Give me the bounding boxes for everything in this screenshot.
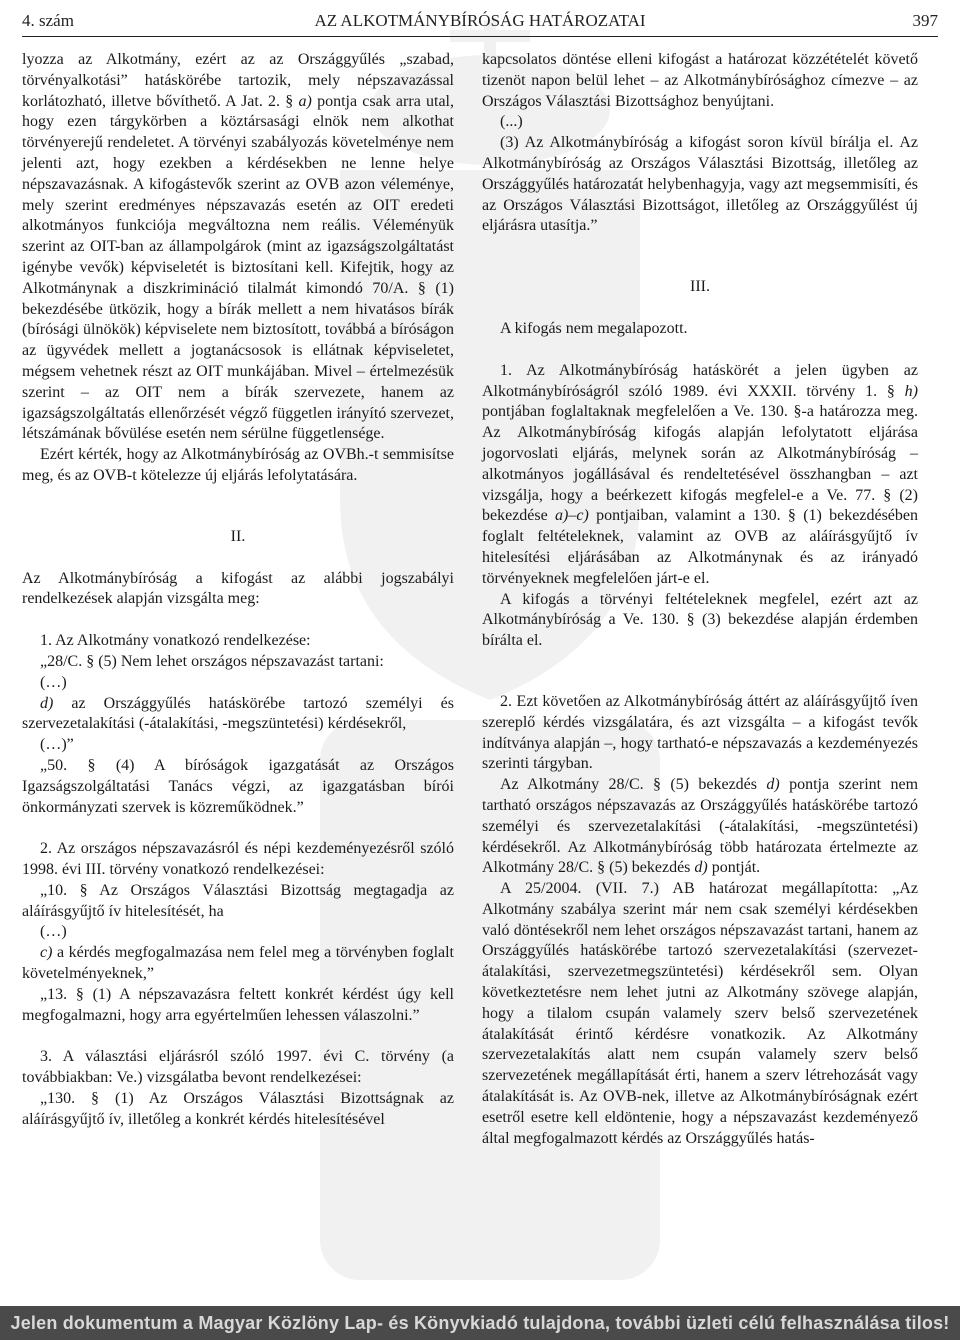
quote-line: „28/C. § (5) Nem lehet országos népszavazást tartani: [40,652,384,670]
paragraph: Ezért kérték, hogy az Alkotmánybíróság az OVBh.-t semmisítse meg, és az OVB-t kötelezze új eljárás lefolytatására. [22,446,454,484]
quote-line: „50. § (4) A bíróságok igazgatását az Országos Igazságszolgáltatási Tanács végzi, az igazgatásban bírói önkormányzati szervek is közreműködnek.” [22,756,454,816]
right-column [482,50,918,1149]
quote-line: „13. § (1) A népszavazásra feltett konkrét kérdést úgy kell megfogalmazni, hogy arra egyértelműen lehessen válaszolni.” [22,985,454,1024]
quote-line: d) az Országgyűlés hatáskörébe tartozó személyi és szervezetalakítási (-átalakítási, -megszüntetési) kérdésekről, [22,694,454,733]
paragraph: 3. A választási eljárásról szóló 1997. évi C. törvény (a továbbiakban: Ve.) vizsgálatba bevont rendelkezései: [22,1048,454,1087]
quote-line: „10. § Az Országos Választási Bizottság megtagadja az aláírásgyűjtő ív hitelesítését, ha [22,881,454,920]
quote-line: (…)” [40,736,74,754]
header-rule [22,36,938,37]
paragraph: A 25/2004. (VII. 7.) AB határozat megállapította: „Az Alkotmány szabálya szerint már nem csak személyi kérdésekben való döntésekről nem lehet országos népszavazást tartani, hanem az Országgyűlés hatáskörébe tartozó szervezetalakítási (szervezet-átalakítási, szervezetmegszüntetési) kérdésekről sem. Olyan következtetésre nem lehet jutni az Alkotmány szövege alapján, hogy a tilalom csupán valamely szerv belső szervezetének átalakítását érintő kérdésre vonatkozik. Az Alkotmány szervezetalakítás alatt nem csupán valamely szerv belső szervezetének megállapítását érti, hanem a szerv létrehozását vagy átalakítását is. Az OVB-nek, illetve az Alkotmánybíróságnak ezért esetről esetre kell eldöntenie, hogy a népszavazást kezdeményező által megfogalmazott kérdés az Országgyűlés hatás- [482,880,918,1147]
issue-number: 4. szám [22,11,74,30]
header-title: AZ ALKOTMÁNYBÍRÓSÁG HATÁROZATAI [314,11,646,30]
quote-line: (…) [40,923,67,941]
verdict: A kifogás nem megalapozott. [500,319,688,337]
paragraph: kapcsolatos döntése elleni kifogást a határozat közzétételét követő tizenöt napon belül lehet – az Alkotmánybírósághoz címezve – az Országos Választási Bizottsághoz benyújtani. [482,51,918,110]
paragraph: A kifogás a törvényi feltételeknek megfelel, ezért azt az Alkotmánybíróság a Ve. 130. § (3) bekezdése alapján érdemben bírálta el. [482,590,918,650]
paragraph: 2. Ezt követően az Alkotmánybíróság áttért az aláírásgyűjtő íven szereplő kérdés vizsgálatára, és azt vizsgálta – a kifogást tevők indítványa alapján –, hogy tartható-e népszavazás a kezdeményezés szerinti tárgyban. [482,692,918,773]
paragraph: 2. Az országos népszavazásról és népi kezdeményezésről szóló 1998. évi III. törvény vonatkozó rendelkezései: [22,840,454,879]
section-number: II. [230,527,246,545]
quote-line: „130. § (1) Az Országos Választási Bizottságnak az aláírásgyűjtő ív, illetőleg a konkrét kérdés hitelesítésével [22,1090,454,1128]
paragraph: Az Alkotmánybíróság a kifogást az alábbi jogszabályi rendelkezések alapján vizsgálta meg: [22,569,454,608]
section-number: III. [690,278,710,296]
paragraph: 1. Az Alkotmány vonatkozó rendelkezése: [40,632,311,650]
quote-line: (…) [40,673,67,691]
page-number: 397 [912,11,938,30]
paragraph: (3) Az Alkotmánybíróság a kifogást soron kívül bírálja el. Az Alkotmánybíróság az Országos Választási Bizottság, illetőleg az Országgyűlés határozatát helybenhagyja, vagy azt megsemmisíti, és az Országos Választási Bizottságot, illetőleg az Országgyűlést új eljárásra utasítja.” [482,134,918,235]
running-header [22,8,938,36]
copyright-footer [0,1306,960,1340]
paragraph: (...) [500,113,523,131]
paragraph: 1. Az Alkotmánybíróság hatáskörét a jelen ügyben az Alkotmánybíróságról szóló 1989. évi XXXII. törvény 1. § h) pontjában foglaltaknak megfelelően a Ve. 130. §-a határozza meg. Az Alkotmánybíróság kifogás alapján lefolytatott eljárása jogorvoslati eljárás, melynek során az Alkotmánybíróság – alkotmányos jogállásával és rendeltetésével összhangban – azt vizsgálja, hogy a beérkezett kifogás megfelel-e a Ve. 77. § (2) bekezdése a)–c) pontjaiban, valamint a 130. § (1) bekezdésében foglalt feltételeknek, valamint az OVB az aláírásgyűjtő ív hitelesítési eljárásában az Alkotmánynak és az irányadó törvényeknek megfelelően járt-e el. [482,361,918,587]
paragraph: Az Alkotmány 28/C. § (5) bekezdés d) pontja szerint nem tartható országos népszavazás az Országgyűlés hatáskörébe tartozó személyi és szervezetalakítási (-átalakítási, -megszüntetési) kérdésekről. Az Alkotmánybíróság több határozata értelmezte az Alkotmány 28/C. § (5) bekezdés d) pontját. [482,776,919,877]
paragraph: lyozza az Alkotmány, ezért az az Országgyűlés „szabad, törvényalkotási” hatáskörébe tartozik, mely népszavazással korlátozható, illetve bővíthető. A Jat. 2. § a) pontja csak arra utal, hogy ezen tárgykörben a köztársasági elnök nem alkothat törvényerejű rendeletet. A törvényi szabályozás követelménye nem jelenti azt, hogy ezekben a kérdésekben ne lenne helye népszavazásnak. A kifogástevők szerint az OVB azon véleménye, mely szerint eredményes népszavazás esetén az OIT eredeti alkotmányos funkciója megváltozna nem reális. Véleményük szerint az OIT-ban az állampolgárok (mint az igazságszolgáltatást igénybe vevők) képviseletét is biztosítani kell. Kifejtik, hogy az Alkotmánynak a diszkrimináció tilalmát kimondó 70/A. § (1) bekezdésébe ütközik, hogy a bírák mellett a nem hivatásos bírák (bírósági ülnökök) képviselete nem biztosított, továbbá a bíróságon az ügyvédek mellett a jogtanácsosok is ellátnak képviseletet, mégsem vehetnek részt az OIT munkájában. Mivel – értelmezésük szerint – az OIT nem a bírák szervezete, hanem az igazságszolgáltatás ellenőrzését végző független irányító szervezet, létszámának bővülése esetén nem sérülne függetlensége. [22,51,455,443]
left-column [22,50,454,1131]
quote-line: c) a kérdés megfogalmazása nem felel meg a törvényben foglalt követelményeknek,” [22,944,454,983]
footer-text: Jelen dokumentum a Magyar Közlöny Lap- és Könyvkiadó tulajdona, további üzleti célú felhasználása tilos! [10,1313,950,1333]
